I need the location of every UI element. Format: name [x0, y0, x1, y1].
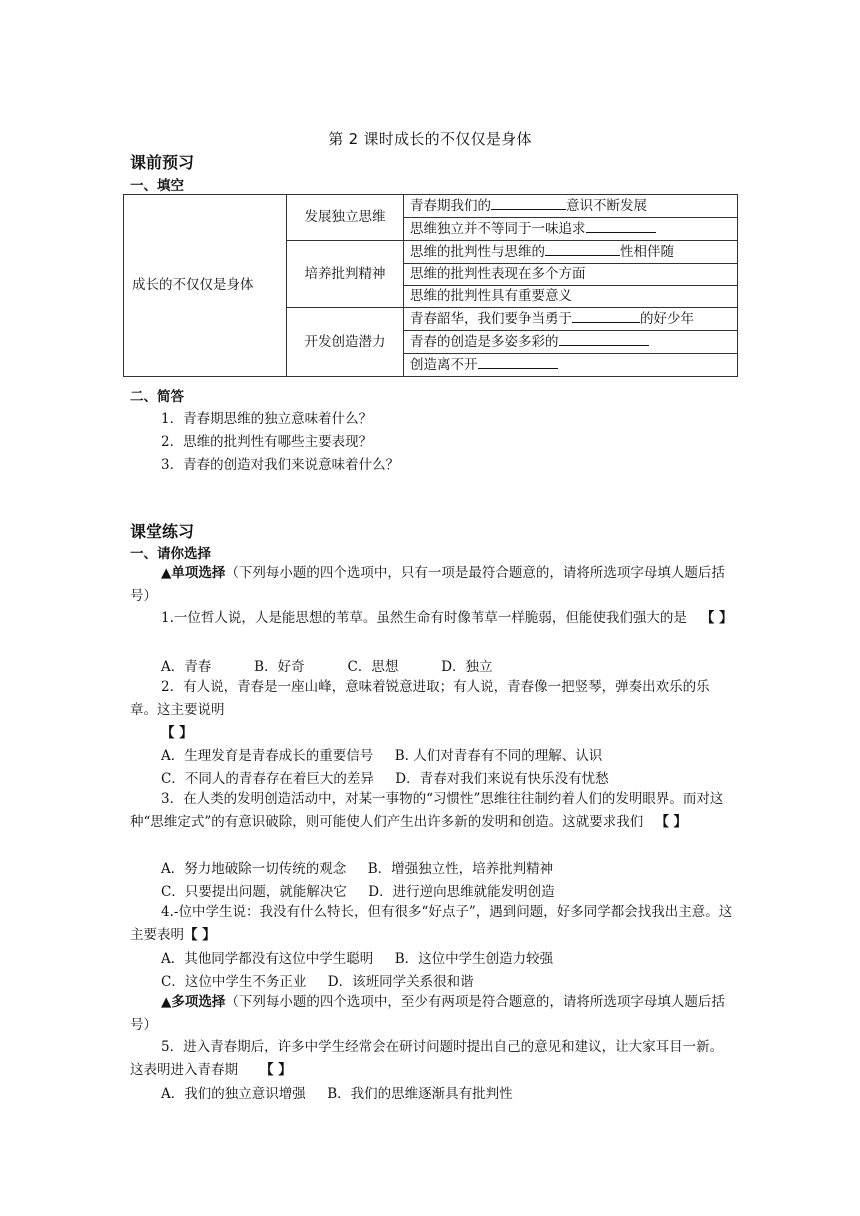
question-1: 1．青春期思维的独立意味着什么？ — [161, 411, 373, 427]
q1-text: 1.一位哲人说，人是能思想的苇草。虽然生命有时像苇草一样脆弱，但能使我们强大的是 — [161, 610, 687, 626]
answer-bracket: 【 】 — [700, 610, 733, 626]
table-item — [404, 195, 738, 218]
multi-choice-instructions — [130, 991, 735, 1036]
multi-choice-label: ▲多项选择 — [161, 994, 226, 1010]
q1-options: A．青春 B．好奇 C．思想 D．独立 — [161, 659, 493, 675]
table-item-text: 思维的批判性与思维的 — [410, 244, 545, 260]
table-item — [404, 241, 738, 264]
q4-options-ab: A．其他同学都没有这位中学生聪明 B．这位中学生创造力较强 — [161, 951, 554, 967]
single-choice-label: ▲单项选择 — [161, 565, 226, 581]
page-title: 第 2 课时成长的不仅仅是身体 — [328, 130, 532, 148]
fill-blank[interactable] — [491, 195, 566, 210]
q2-options-ab: A．生理发育是青春成长的重要信号 B. 人们对青春有不同的理解、认识 — [161, 748, 603, 764]
table-group-label: 开发创造潜力 — [287, 308, 404, 377]
multi-choice-desc: （下列每小题的四个选项中，至少有两项是符合题意的，请将所选项字母填人题后括号） — [130, 994, 725, 1033]
table-item — [404, 331, 738, 354]
q4-options-cd: C．这位中学生不务正业 D．该班同学关系很和谐 — [161, 974, 474, 990]
fill-blank[interactable] — [586, 218, 656, 233]
fill-in-table — [123, 194, 738, 377]
table-group-label: 培养批判精神 — [287, 241, 404, 308]
question-2: 2．思维的批判性有哪些主要表现？ — [161, 434, 373, 450]
table-item-text: 思维独立并不等同于一味追求 — [410, 221, 586, 237]
q2-stem: 2．有人说，青春是一座山峰，意味着锐意进取；有人说，青春像一把竖琴，弹奏出欢乐的乐章。这主要说明 — [130, 679, 710, 718]
q3-text: 3．在人类的发明创造活动中，对某一事物的“习惯性”思维往往制约着人们的发明眼界。而对这种“思维定式”的有意识破除，则可能使人们产生出许多新的发明和创造。这就要求我们 — [130, 791, 724, 830]
q2-options-cd: C．不同人的青春存在着巨大的差异 D．青春对我们来说有快乐没有忧愁 — [161, 771, 609, 787]
table-item — [404, 218, 738, 241]
fill-heading: 一、填空 — [130, 178, 184, 194]
table-item-text: 青春期我们的 — [410, 198, 491, 214]
fill-blank[interactable] — [478, 354, 558, 369]
preview-heading: 课前预习 — [130, 153, 195, 172]
q3-options-cd: C．只要提出问题，就能解决它 D．进行逆向思维就能发明创造 — [161, 884, 555, 900]
table-item-text-after: 意识不断发展 — [566, 198, 647, 214]
table-group-label: 发展独立思维 — [287, 195, 404, 241]
question-3: 3．青春的创造对我们来说意味着什么？ — [161, 457, 400, 473]
table-item — [404, 308, 738, 331]
answer-bracket: 【 】 — [184, 926, 216, 943]
table-item-text-after: 的好少年 — [640, 311, 694, 327]
table-item-text-after: 性相伴随 — [620, 244, 674, 260]
table-item-text: 创造离不开 — [410, 357, 478, 373]
choose-heading: 一、请你选择 — [130, 546, 211, 562]
practice-heading: 课堂练习 — [130, 522, 195, 541]
q4-stem — [130, 901, 735, 946]
table-item — [404, 286, 738, 308]
table-main-topic: 成长的不仅仅是身体 — [124, 195, 287, 377]
answer-bracket: 【 】 — [655, 813, 688, 830]
fill-blank[interactable] — [559, 331, 649, 346]
single-choice-desc: （下列每小题的四个选项中，只有一项是最符合题意的，请将所选项字母填人题后括号） — [130, 565, 725, 604]
fill-blank[interactable] — [545, 241, 620, 256]
q3-options-ab: A．努力地破除一切传统的观念 B．增强独立性，培养批判精神 — [161, 861, 554, 877]
q5-options-ab: A．我们的独立意识增强 B．我们的思维逐渐具有批判性 — [161, 1086, 513, 1102]
short-answer-heading: 二、简答 — [130, 389, 184, 405]
table-item — [404, 264, 738, 286]
q1-stem — [130, 607, 735, 630]
table-item-text: 青春韶华，我们要争当勇于 — [410, 311, 572, 327]
table-item-text: 思维的批判性表现在多个方面 — [410, 266, 586, 282]
answer-bracket: 【 】 — [161, 725, 193, 741]
table-item-text: 思维的批判性具有重要意义 — [410, 288, 572, 304]
q5-stem — [130, 1036, 735, 1081]
q3-stem — [130, 788, 735, 833]
table-item — [404, 354, 738, 377]
q4-text: 4.-位中学生说：我没有什么特长，但有很多“好点子”，遇到问题，好多同学都会找我出主意。这主要表明 — [130, 904, 733, 943]
table-item-text: 青春的创造是多姿多彩的 — [410, 334, 559, 350]
single-choice-instructions — [130, 562, 735, 607]
table-row — [124, 195, 738, 218]
answer-bracket: 【 】 — [260, 1061, 292, 1078]
q5-text: 5．进入青春期后，许多中学生经常会在研讨问题时提出自己的意见和建议，让大家耳目一新。这表明进入青春期 — [130, 1039, 724, 1078]
fill-blank[interactable] — [572, 308, 640, 323]
